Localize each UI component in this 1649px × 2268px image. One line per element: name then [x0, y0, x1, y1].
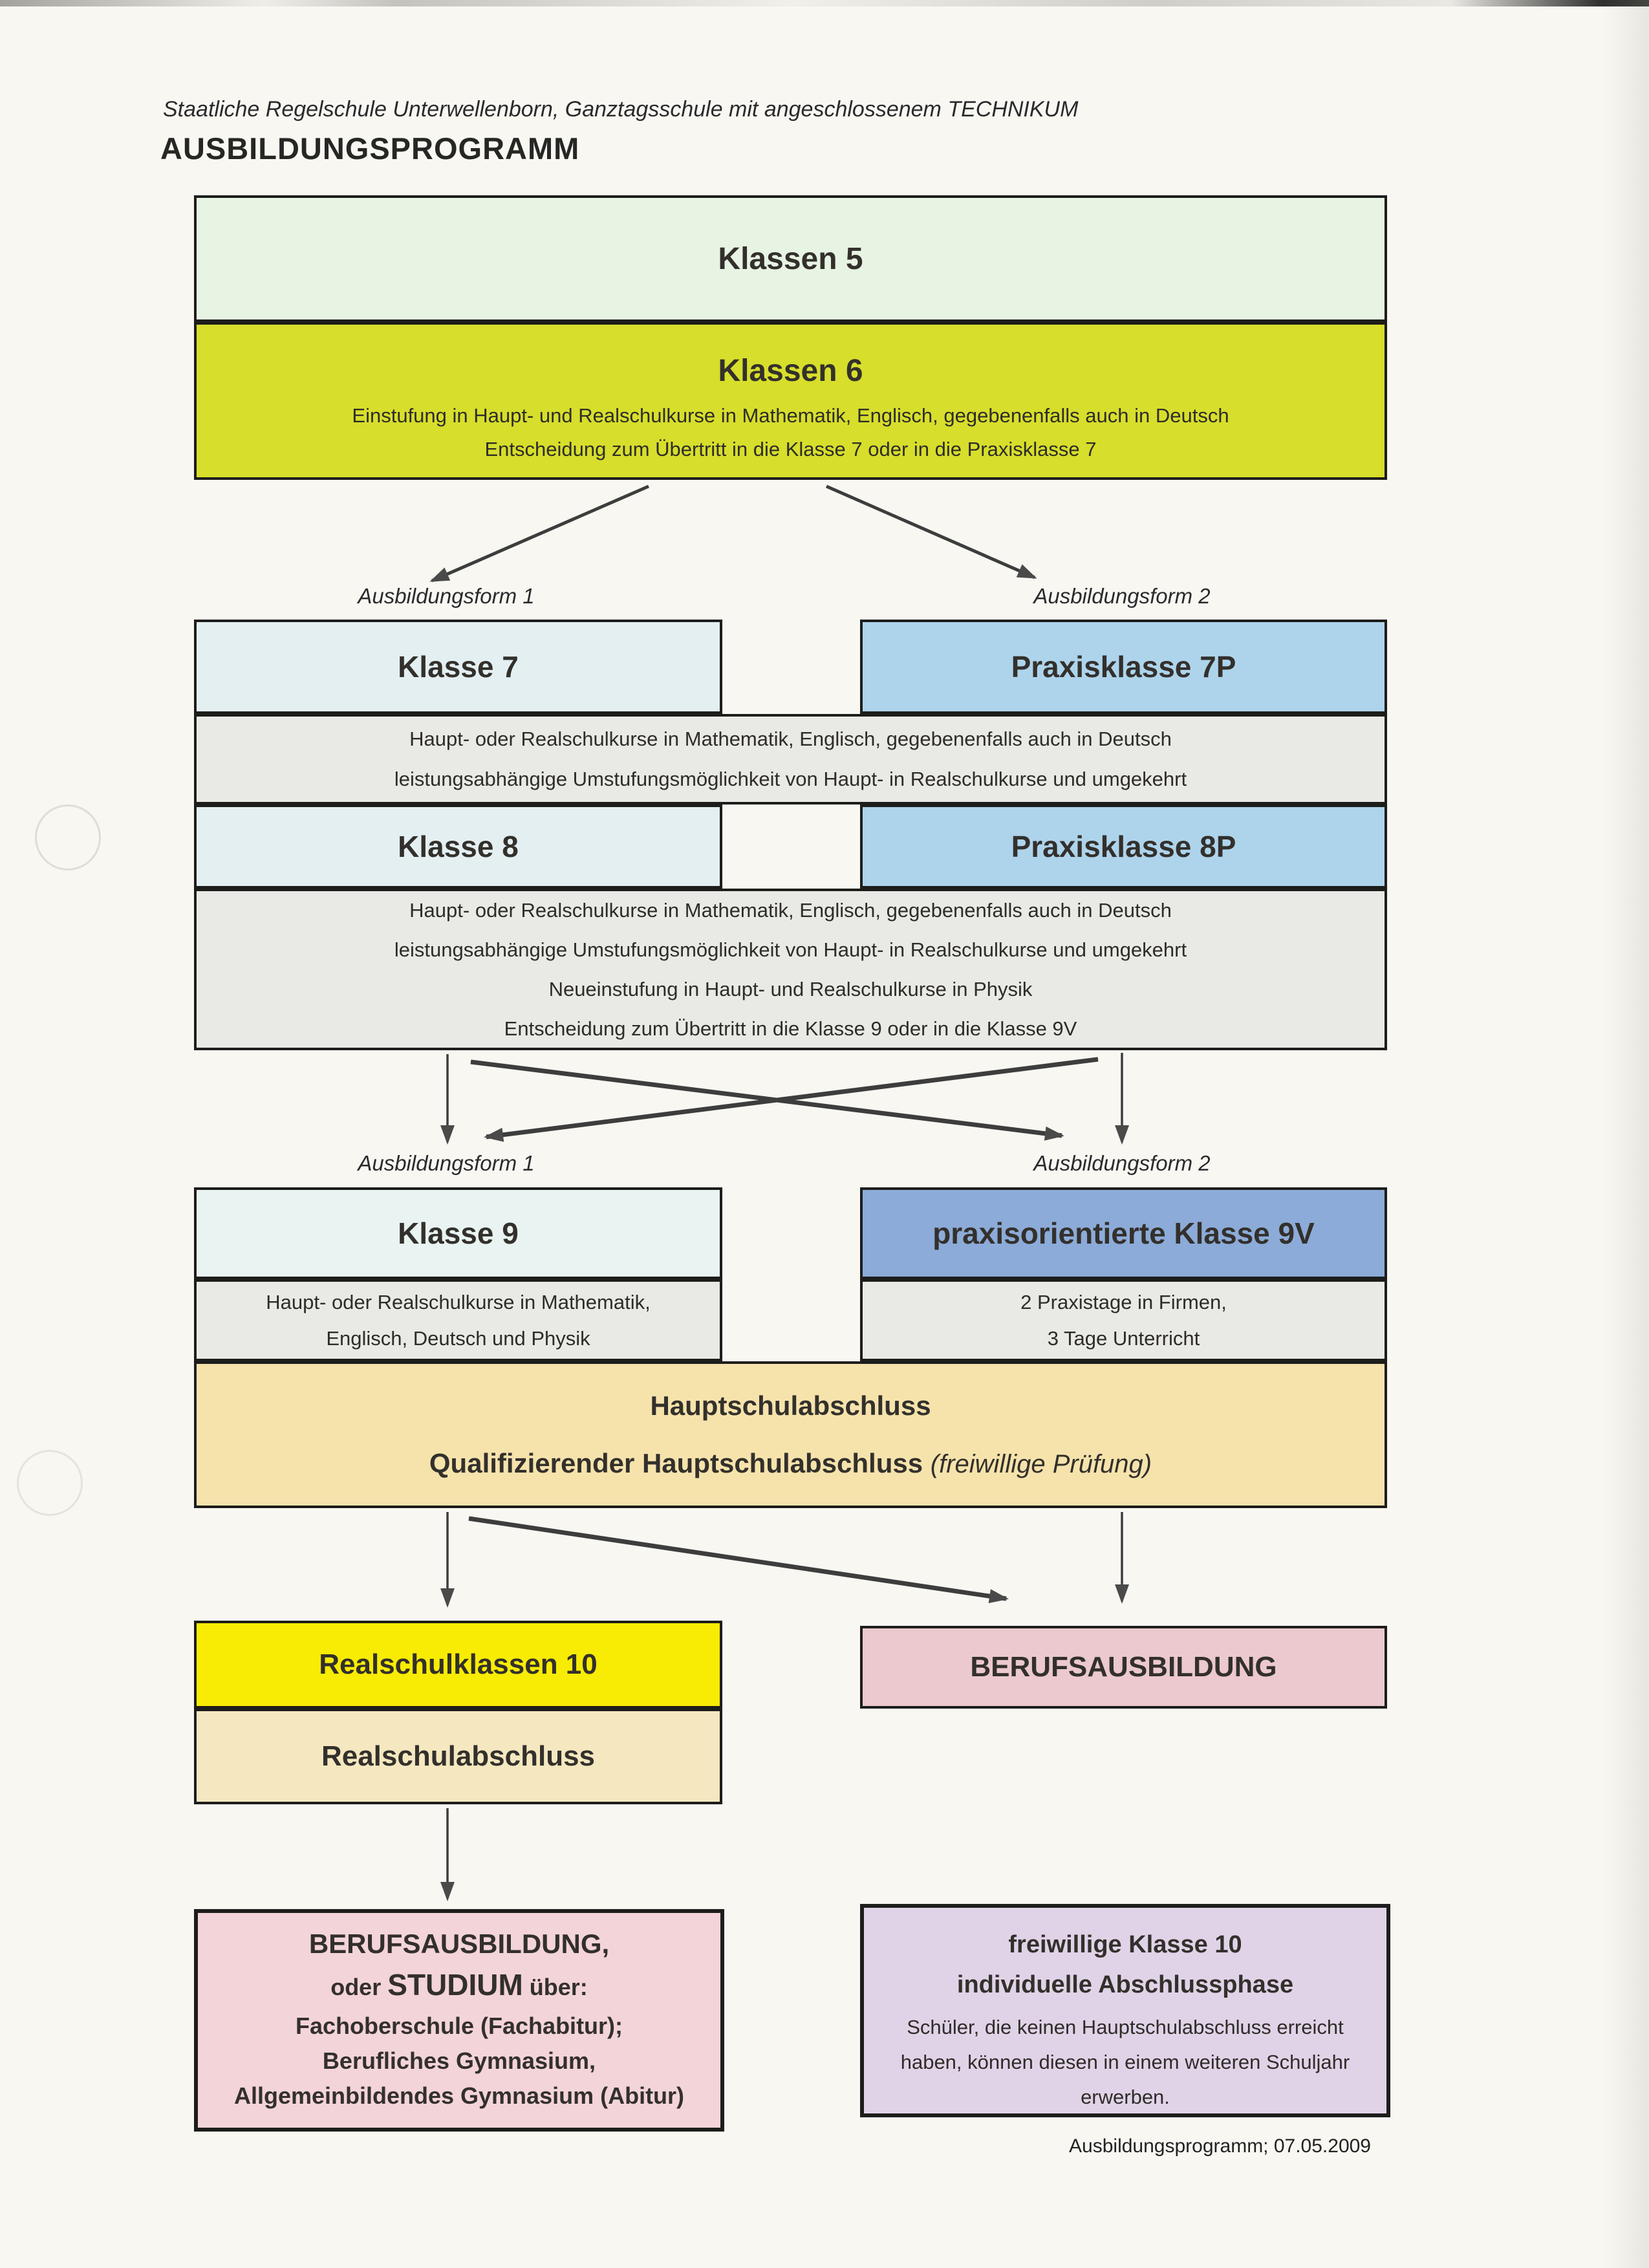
box-klasse-7-title: Klasse 7: [398, 650, 519, 684]
box-klassen-6-title: Klassen 6: [718, 354, 863, 388]
band-8-line-4: Entscheidung zum Übertritt in die Klasse 9 oder in die Klasse 9V: [504, 1017, 1077, 1040]
box-klasse-9: [194, 1187, 722, 1279]
qualifizierender-abschluss-bold: Qualifizierender Hauptschulabschluss: [429, 1448, 923, 1478]
freiwillige-klasse-10-body: Schüler, die keinen Hauptschulabschluss erreicht haben, können diesen in einem weiteren Schuljahr erwerben.: [900, 2016, 1350, 2108]
realschulabschluss-title: Realschulabschluss: [321, 1740, 596, 1772]
bottom-left-line-2b: STUDIUM: [387, 1968, 523, 2002]
individuelle-abschlussphase-title: individuelle Abschlussphase: [956, 1971, 1294, 1998]
box-praxisklasse-8p: [860, 805, 1387, 889]
band-8-line-2: leistungsabhängige Umstufungsmöglichkeit von Haupt- in Realschulkurse und umgekehrt: [394, 938, 1187, 961]
klasse-9v-info-line-1: 2 Praxistage in Firmen,: [1020, 1290, 1227, 1313]
bottom-left-line-1: BERUFSAUSBILDUNG,: [308, 1928, 610, 1959]
label-ausbildungsform-2: Ausbildungsform 2: [1033, 1151, 1211, 1175]
box-freiwillige-klasse-10: [860, 1904, 1390, 2117]
bottom-left-line-2c: über:: [529, 1974, 588, 2000]
box-praxisklasse-8p-title: Praxisklasse 8P: [1011, 830, 1236, 863]
band-8-line-1: Haupt- oder Realschulkurse in Mathematik, Englisch, gegebenenfalls auch in Deutsch: [409, 899, 1172, 922]
klasse-9-info-line-2: Englisch, Deutsch und Physik: [326, 1326, 590, 1350]
bottom-left-line-2: [198, 1967, 720, 2002]
box-klassen-6: [194, 322, 1387, 480]
klassen-6-note-1: Einstufung in Haupt- und Realschulkurse in Mathematik, Englisch, gegebenenfalls auch in Deutsch: [352, 404, 1229, 427]
bottom-left-line-3: Fachoberschule (Fachabitur);: [295, 2013, 623, 2039]
klasse-9-info-line-1: Haupt- oder Realschulkurse in Mathematik,: [266, 1290, 651, 1313]
klasse-9v-info-line-2: 3 Tage Unterricht: [1047, 1326, 1200, 1350]
box-berufsausbildung: [860, 1626, 1387, 1709]
box-klasse-9-title: Klasse 9: [398, 1216, 519, 1250]
box-klasse-8: [194, 805, 722, 889]
band-7-line-1: Haupt- oder Realschulkurse in Mathematik, Englisch, gegebenenfalls auch in Deutsch: [409, 728, 1172, 750]
qualifizierender-abschluss-line: [197, 1448, 1385, 1479]
label-ausbildungsform-1: Ausbildungsform 1: [358, 584, 535, 608]
punch-hole: [35, 805, 101, 870]
punch-hole: [17, 1450, 83, 1516]
box-praxisklasse-7p: [860, 620, 1387, 714]
box-klassen-5: [194, 195, 1387, 322]
box-realschulabschluss: [194, 1709, 722, 1804]
box-hauptschulabschluss: [194, 1361, 1387, 1508]
box-klasse-9-info: [194, 1279, 722, 1361]
footer-note: Ausbildungsprogramm; 07.05.2009: [1069, 2135, 1371, 2157]
bottom-left-line-5: Allgemeinbildendes Gymnasium (Abitur): [233, 2082, 685, 2109]
box-klasse-9v-title: praxisorientierte Klasse 9V: [932, 1216, 1315, 1250]
box-praxisklasse-7p-title: Praxisklasse 7P: [1011, 650, 1236, 684]
band-8-line-3: Neueinstufung in Haupt- und Realschulkurse in Physik: [548, 978, 1033, 1000]
band-klasse-8-info: [194, 889, 1387, 1050]
scan-artifact-top: [0, 0, 1649, 6]
realschulklassen-10-title: Realschulklassen 10: [319, 1648, 598, 1680]
klassen-6-note-2: Entscheidung zum Übertritt in die Klasse 7 oder in die Praxisklasse 7: [484, 438, 1097, 460]
box-klasse-7: [194, 620, 722, 714]
freiwillige-klasse-10-title: freiwillige Klasse 10: [1008, 1931, 1242, 1958]
berufsausbildung-title: BERUFSAUSBILDUNG: [970, 1651, 1277, 1683]
box-klassen-5-title: Klassen 5: [718, 241, 863, 276]
bottom-left-line-2a: oder: [330, 1974, 382, 2000]
label-ausbildungsform-1: Ausbildungsform 1: [358, 1151, 535, 1175]
box-klasse-9v: [860, 1187, 1387, 1279]
band-7-line-2: leistungsabhängige Umstufungsmöglichkeit von Haupt- in Realschulkurse und umgekehrt: [394, 768, 1187, 790]
bottom-left-line-4: Berufliches Gymnasium,: [322, 2047, 596, 2074]
box-klasse-8-title: Klasse 8: [398, 830, 519, 863]
page-title: AUSBILDUNGSPROGRAMM: [160, 131, 580, 166]
label-ausbildungsform-2: Ausbildungsform 2: [1033, 584, 1211, 608]
school-name: Staatliche Regelschule Unterwellenborn, Ganztagsschule mit angeschlossenem TECHNIKUM: [163, 97, 1079, 122]
hauptschulabschluss-title: Hauptschulabschluss: [650, 1390, 931, 1421]
box-berufsausbildung-studium: [194, 1909, 724, 2132]
box-realschulklassen-10: [194, 1621, 722, 1709]
freiwillige-pruefung-note: (freiwillige Prüfung): [930, 1450, 1152, 1478]
box-klasse-9v-info: [860, 1279, 1387, 1361]
band-klasse-7-info: [194, 714, 1387, 805]
scan-artifact-right: [1604, 0, 1649, 2268]
